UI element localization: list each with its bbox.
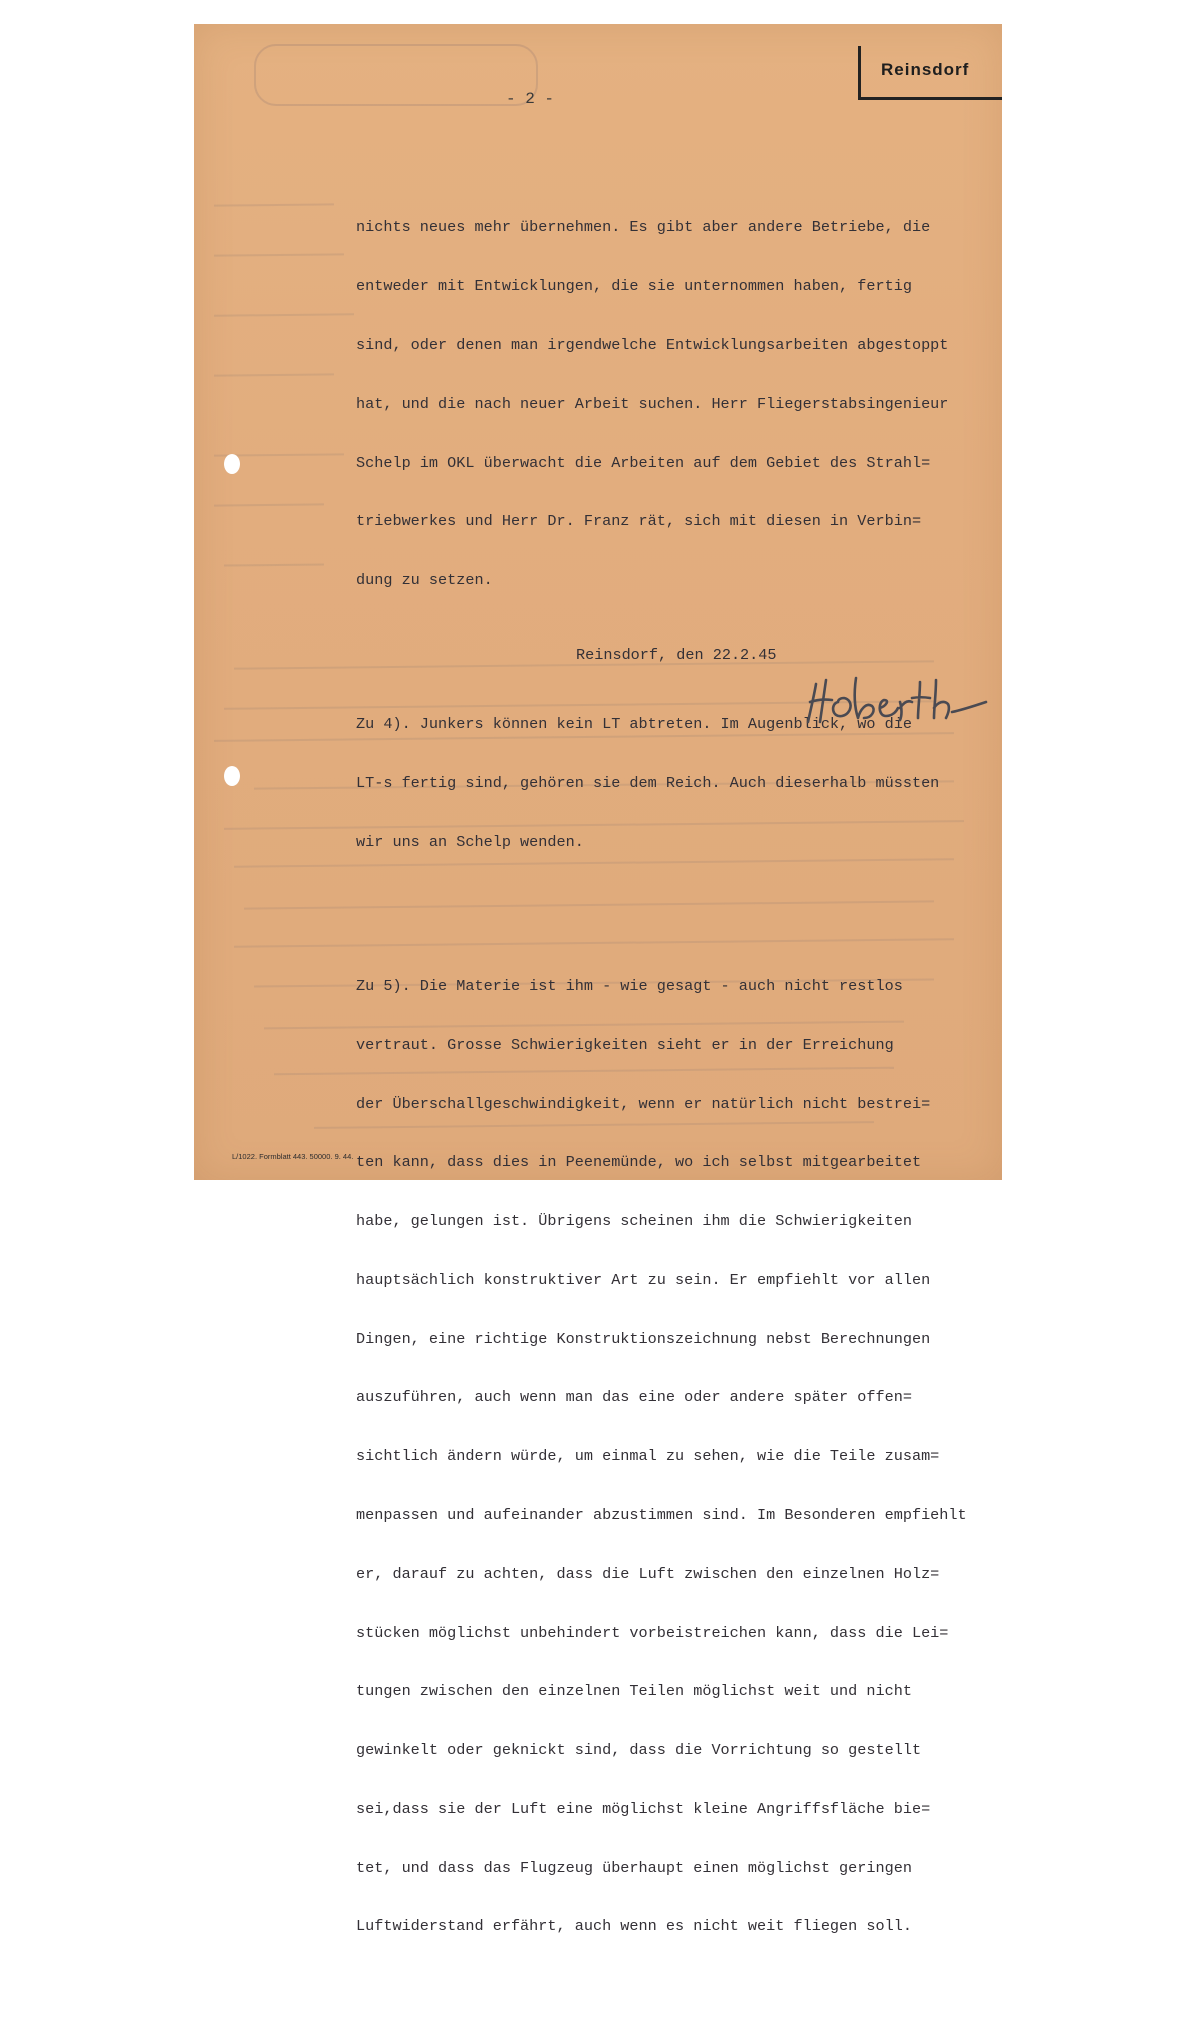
- body-line: ten kann, dass dies in Peenemünde, wo ich selbst mitgearbeitet: [356, 1153, 922, 1172]
- body-line: wir uns an Schelp wenden.: [356, 832, 584, 851]
- paragraph-3: [356, 938, 1016, 1976]
- body-line: sei,dass sie der Luft eine möglichst kleine Angriffsfläche bie=: [356, 1799, 931, 1818]
- form-number: L/1022. Formblatt 443. 50000. 9. 44.: [232, 1152, 354, 1161]
- body-line: auszuführen, auch wenn man das eine oder andere später offen=: [356, 1388, 912, 1407]
- body-line: Schelp im OKL überwacht die Arbeiten auf dem Gebiet des Strahl=: [356, 453, 931, 472]
- body-line: vertraut. Grosse Schwierigkeiten sieht er in der Erreichung: [356, 1035, 894, 1054]
- body-line: gewinkelt oder geknickt sind, dass die Vorrichtung so gestellt: [356, 1741, 922, 1760]
- body-line: triebwerkes und Herr Dr. Franz rät, sich mit diesen in Verbin=: [356, 512, 922, 531]
- punch-hole-top: [224, 454, 240, 474]
- body-line: sind, oder denen man irgendwelche Entwicklungsarbeiten abgestoppt: [356, 335, 949, 354]
- faint-stamp-outline: [254, 44, 538, 106]
- punch-hole-bottom: [224, 766, 240, 786]
- body-line: Luftwiderstand erfährt, auch wenn es nicht weit fliegen soll.: [356, 1917, 912, 1936]
- body-line: dung zu setzen.: [356, 571, 493, 590]
- letter-body: [356, 140, 1016, 2022]
- page-number: - 2 -: [506, 90, 555, 108]
- document-page: [194, 24, 1002, 1936]
- body-line: LT-s fertig sind, gehören sie dem Reich. Auch dieserhalb müssten: [356, 774, 940, 792]
- body-line: menpassen und aufeinander abzustimmen sind. Im Besonderen empfiehlt: [356, 1505, 967, 1524]
- body-line: entweder mit Entwicklungen, die sie unternommen haben, fertig: [356, 277, 912, 296]
- body-line: hat, und die nach neuer Arbeit suchen. Herr Fliegerstabsingenieur: [356, 394, 949, 413]
- body-line: Dingen, eine richtige Konstruktionszeichnung nebst Berechnungen: [356, 1329, 931, 1348]
- body-line: habe, gelungen ist. Übrigens scheinen ihm die Schwierigkeiten: [356, 1212, 912, 1231]
- body-line: nichts neues mehr übernehmen. Es gibt aber andere Betriebe, die: [356, 218, 931, 237]
- body-line: er, darauf zu achten, dass die Luft zwischen den einzelnen Holz=: [356, 1564, 940, 1583]
- body-line: tet, und dass das Flugzeug überhaupt einen möglichst geringen: [356, 1858, 912, 1877]
- body-line: sichtlich ändern würde, um einmal zu sehen, wie die Teile zusam=: [356, 1447, 940, 1466]
- body-line: tungen zwischen den einzelnen Teilen möglichst weit und nicht: [356, 1682, 912, 1701]
- header-label: Reinsdorf: [881, 60, 970, 79]
- handwritten-signature: [802, 672, 992, 728]
- place-date-line: Reinsdorf, den 22.2.45: [576, 646, 777, 664]
- body-line: Zu 5). Die Materie ist ihm - wie gesagt - auch nicht restlos: [356, 976, 903, 995]
- body-line: der Überschallgeschwindigkeit, wenn er natürlich nicht bestrei=: [356, 1094, 931, 1113]
- body-line: hauptsächlich konstruktiver Art zu sein. Er empfiehlt vor allen: [356, 1270, 931, 1289]
- body-line: Zu 4). Junkers können kein LT abtreten. Im Augenblick, wo die: [356, 715, 912, 734]
- body-line: stücken möglichst unbehindert vorbeistreichen kann, dass die Lei=: [356, 1623, 949, 1642]
- header-label-box: [858, 46, 1002, 100]
- paragraph-1: [356, 179, 1016, 630]
